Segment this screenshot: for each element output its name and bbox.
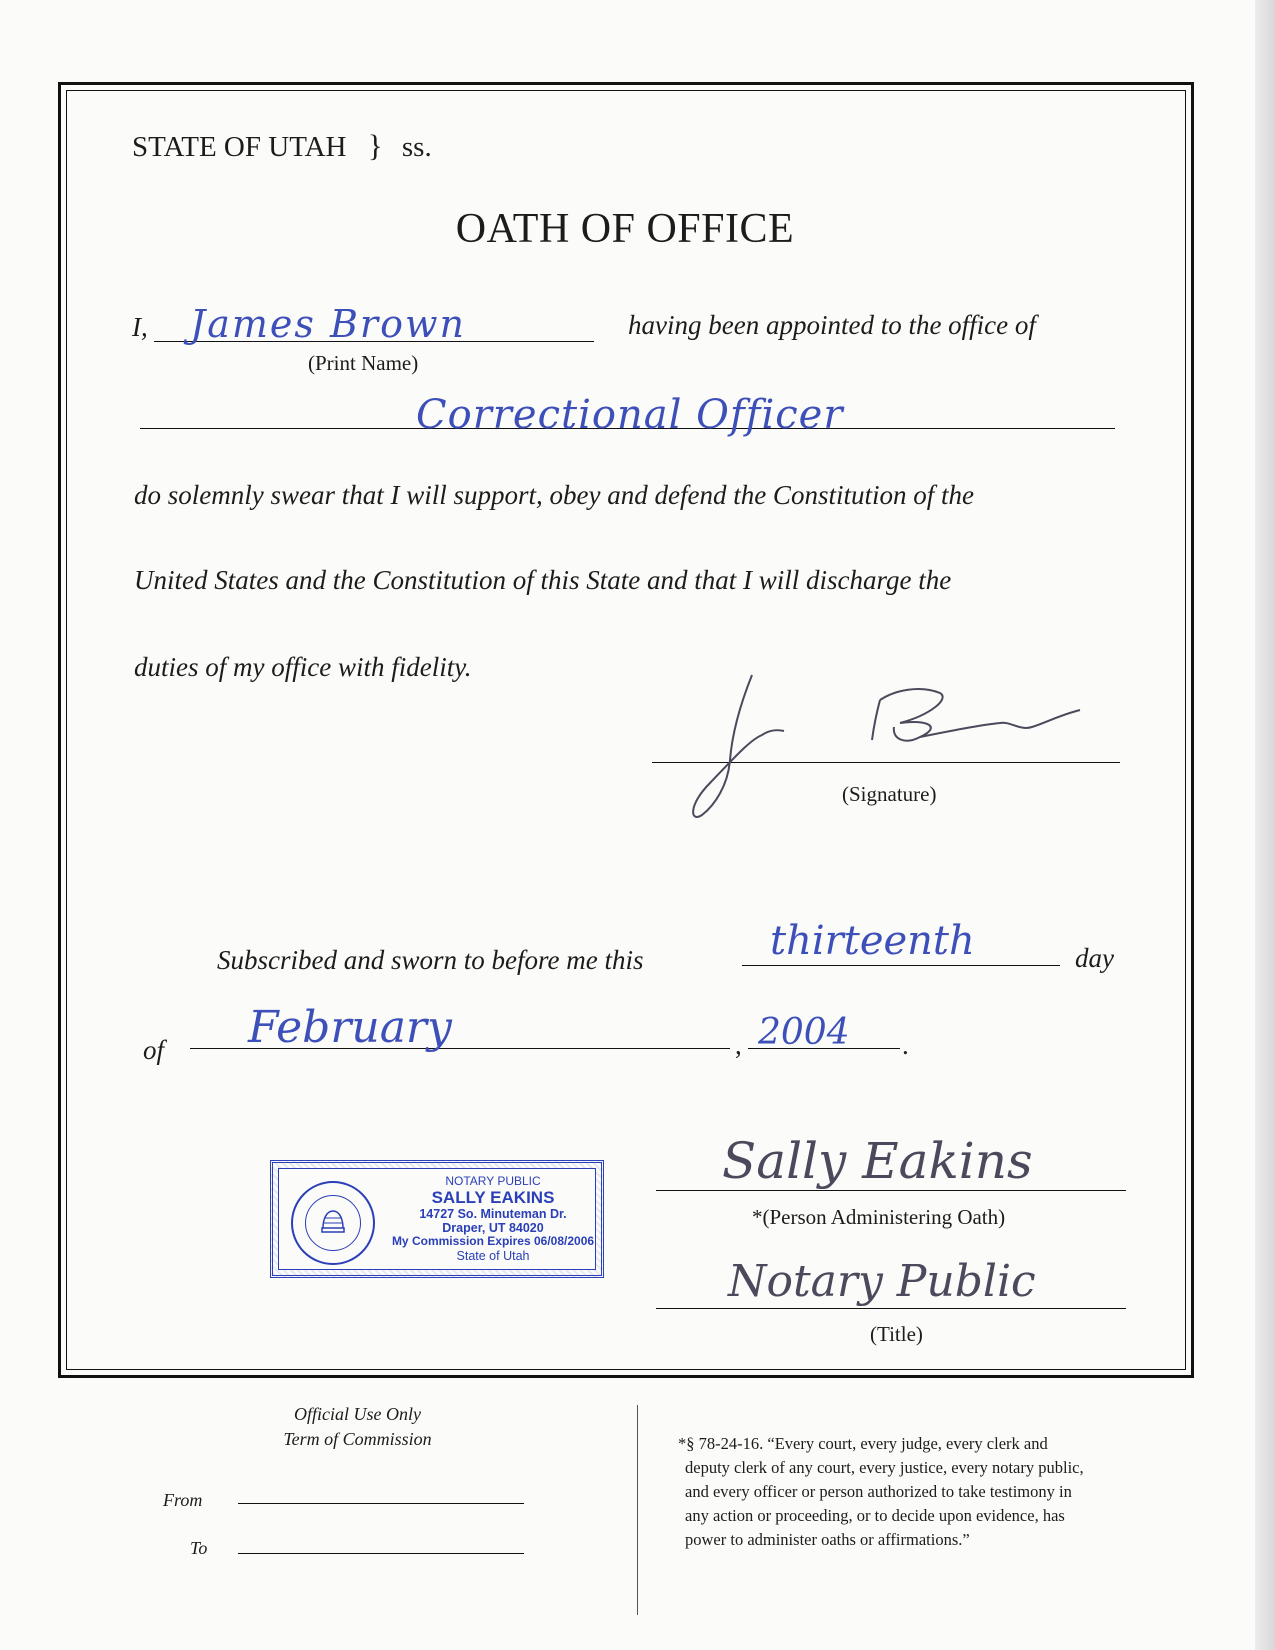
footnote-line-4: any action or proceeding, or to decide upon evidence, has — [685, 1506, 1065, 1525]
administrator-title-line — [656, 1308, 1126, 1309]
sworn-year-handwritten: 2004 — [758, 1012, 850, 1053]
appointed-text: having been appointed to the office of — [628, 310, 1036, 340]
oath-body-line-2: United States and the Constitution of this State and that I will discharge the — [134, 565, 952, 595]
administrator-caption: *(Person Administering Oath) — [752, 1205, 1006, 1229]
notary-stamp-inner — [278, 1168, 596, 1270]
notary-stamp-line-3: 14727 So. Minuteman Dr. — [419, 1207, 567, 1222]
oath-body-line-3: duties of my office with fidelity. — [134, 652, 472, 682]
footer-divider — [637, 1405, 638, 1615]
sworn-day-handwritten: thirteenth — [770, 918, 975, 964]
notary-stamp-line-4: Draper, UT 84020 — [442, 1221, 544, 1236]
notary-stamp-line-5: My Commission Expires 06/08/2006 — [391, 1234, 595, 1249]
footnote-line-2: deputy clerk of any court, every justice, every notary public, — [685, 1458, 1084, 1477]
sworn-period: . — [902, 1030, 909, 1060]
state-name: STATE OF UTAH — [132, 131, 347, 163]
beehive-icon — [318, 1208, 348, 1238]
notary-stamp-text — [389, 1175, 597, 1263]
administrator-title-caption: (Title) — [870, 1322, 923, 1346]
official-use-line-2: Term of Commission — [283, 1429, 432, 1449]
signature-caption: (Signature) — [842, 782, 937, 806]
print-name-caption: (Print Name) — [308, 351, 419, 375]
sworn-comma: , — [735, 1030, 742, 1060]
to-line — [238, 1553, 524, 1554]
notary-stamp — [270, 1160, 604, 1278]
sworn-month-handwritten: February — [248, 1002, 452, 1053]
administrator-signature-line — [656, 1190, 1126, 1191]
document-title: OATH OF OFFICE — [455, 206, 795, 252]
official-use-line-1: Official Use Only — [294, 1404, 421, 1424]
oath-body-line-1: do solemnly swear that I will support, obey and defend the Constitution of the — [134, 480, 974, 510]
notary-stamp-line-6: State of Utah — [456, 1248, 530, 1263]
notary-stamp-line-2: SALLY EAKINS — [431, 1188, 555, 1208]
sworn-day-label: day — [1075, 943, 1114, 973]
office-handwritten: Correctional Officer — [416, 392, 844, 438]
footnote-line-3: and every officer or person authorized to take testimony in — [685, 1482, 1072, 1501]
page-edge-shadow — [1255, 0, 1275, 1650]
administrator-title-handwritten: Notary Public — [728, 1256, 1036, 1307]
sworn-day-line — [742, 965, 1060, 966]
sworn-of-label: of — [143, 1035, 165, 1065]
print-name-handwritten: James Brown — [190, 302, 466, 346]
state-ss: ss. — [401, 131, 432, 163]
to-label: To — [190, 1538, 208, 1558]
from-label: From — [163, 1490, 203, 1510]
state-brace: } — [367, 128, 383, 163]
footnote-line-5: power to administer oaths or affirmations.” — [685, 1530, 970, 1549]
notary-stamp-line-1: NOTARY PUBLIC — [445, 1174, 541, 1188]
sworn-text: Subscribed and sworn to before me this — [217, 945, 644, 975]
oath-prefix: I, — [132, 312, 148, 342]
from-line — [238, 1503, 524, 1504]
state-heading — [132, 128, 432, 164]
administrator-signature-handwritten: Sally Eakins — [722, 1132, 1033, 1190]
footnote-line-1: *§ 78-24-16. “Every court, every judge, every clerk and — [678, 1434, 1048, 1453]
state-seal — [291, 1181, 375, 1265]
